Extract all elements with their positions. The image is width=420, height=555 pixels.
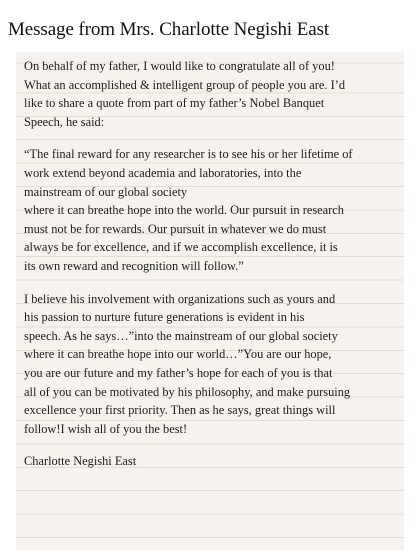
signature: Charlotte Negishi East [24, 454, 137, 469]
text-line: its own reward and recognition will follow.” [24, 258, 244, 273]
message-letter [16, 52, 404, 550]
text-line: On behalf of my father, I would like to congratulate all of you! [24, 59, 335, 73]
paragraph-closing [24, 290, 396, 439]
text-line: where it can breathe hope into the world. Our pursuit in research [24, 203, 344, 218]
text-line: where it can breathe hope into our world…”You are our hope, [24, 347, 332, 362]
text-line: work extend beyond academia and laboratories, into the [24, 165, 302, 180]
text-line: “The final reward for any researcher is to see his or her lifetime of [24, 147, 353, 162]
text-line: Speech, he said: [24, 114, 105, 129]
paragraph-gap [24, 438, 396, 452]
text-line: always be for excellence, and if we accomplish excellence, it is [24, 240, 338, 255]
paragraph-gap [24, 131, 396, 145]
text-line: all of you can be motivated by his philosophy, and make pursuing [24, 384, 351, 399]
page-title: Message from Mrs. Charlotte Negishi East [8, 19, 330, 40]
text-line: speech. As he says…”into the mainstream of our global society [24, 328, 338, 343]
text-line: his passion to nurture future generations is evident in his [24, 310, 305, 325]
text-line: excellence your first priority. Then as he says, great things will [24, 403, 336, 418]
paragraph-quote [24, 145, 396, 275]
text-line: like to share a quote from part of my father’s Nobel Banquet [24, 96, 325, 111]
text-line: you are our future and my father’s hope for each of you is that [24, 365, 333, 380]
paragraph-gap [24, 276, 396, 290]
text-line: What an accomplished & intelligent group of people you are. I’d [24, 77, 346, 92]
text-line: must not be for rewards. Our pursuit in whatever we do must [24, 221, 327, 236]
text-line: mainstream of our global society [24, 184, 188, 199]
text-line: follow!I wish all of you the best! [24, 421, 188, 436]
paragraph-intro [24, 57, 396, 131]
text-line: I believe his involvement with organizations such as yours and [24, 291, 336, 306]
